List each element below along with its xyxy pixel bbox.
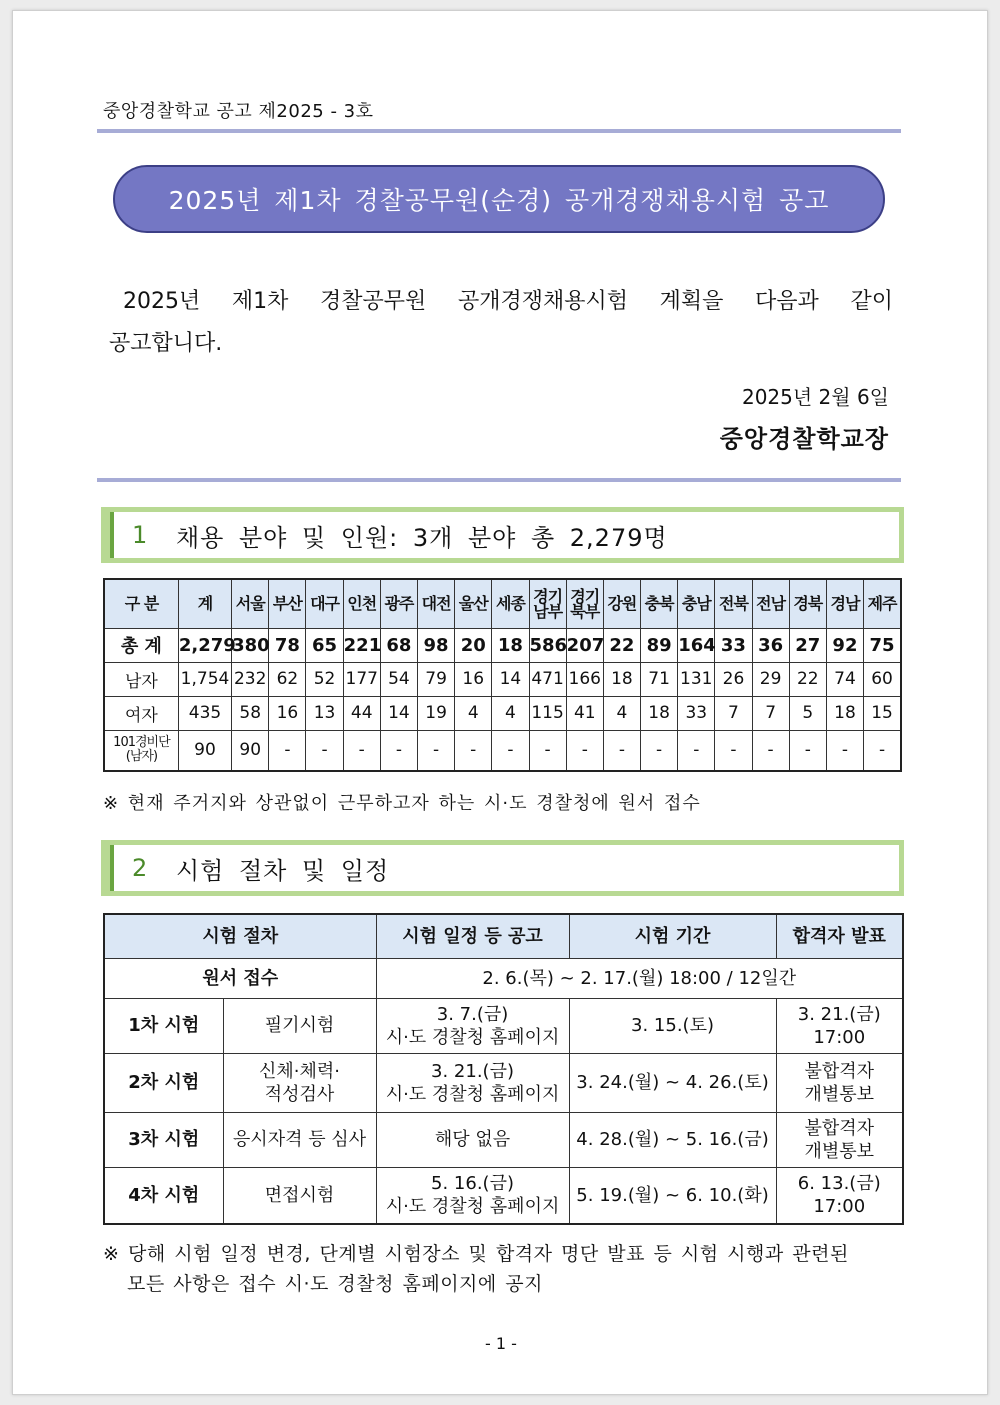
header-cell: 합격자 발표 — [776, 914, 903, 958]
table-cell: 19 — [417, 696, 454, 730]
table-cell: - — [380, 730, 417, 771]
exam-type: 신체·체력· 적성검사 — [223, 1053, 376, 1112]
header-cell: 전남 — [752, 579, 789, 628]
table-cell: 41 — [566, 696, 603, 730]
table-cell: - — [864, 730, 901, 771]
exam-step: 1차 시험 — [104, 998, 223, 1053]
exam-notice: 5. 16.(금) 시·도 경찰청 홈페이지 — [376, 1167, 569, 1224]
header-cell: 인천 — [343, 579, 380, 628]
exam-period: 4. 28.(월) ~ 5. 16.(금) — [569, 1112, 776, 1167]
table-row — [104, 696, 901, 730]
table-cell: 90 — [178, 730, 231, 771]
table-cell: 4 — [492, 696, 529, 730]
header-cell: 계 — [178, 579, 231, 628]
table-cell: 5 — [789, 696, 826, 730]
table-cell: 98 — [417, 628, 454, 662]
table-cell: - — [566, 730, 603, 771]
schedule-row — [104, 998, 903, 1053]
header-cell: 부산 — [269, 579, 306, 628]
table-cell: 22 — [789, 662, 826, 696]
table-cell: 7 — [752, 696, 789, 730]
table-cell: - — [492, 730, 529, 771]
issuer: 중앙경찰학교장 — [719, 425, 889, 453]
table-cell: - — [306, 730, 343, 771]
table-row — [104, 628, 901, 662]
table-cell: 54 — [380, 662, 417, 696]
intro-line-1 — [109, 281, 893, 323]
table-cell: 221 — [343, 628, 380, 662]
table-cell: 90 — [232, 730, 269, 771]
intro-word: 경찰공무원 — [320, 289, 427, 314]
header-cell: 경남 — [826, 579, 863, 628]
table-cell: 79 — [417, 662, 454, 696]
page-title: 2025년 제1차 경찰공무원(순경) 공개경쟁채용시험 공고 — [113, 165, 885, 233]
section-1-note: ※ 현재 주거지와 상관없이 근무하고자 하는 시·도 경찰청에 원서 접수 — [103, 793, 701, 814]
table-cell: - — [678, 730, 715, 771]
header-cell: 충북 — [641, 579, 678, 628]
exam-result: 불합격자 개별통보 — [776, 1053, 903, 1112]
exam-result: 6. 13.(금) 17:00 — [776, 1167, 903, 1224]
exam-step: 2차 시험 — [104, 1053, 223, 1112]
application-label: 원서 접수 — [104, 958, 376, 998]
header-cell: 시험 기간 — [569, 914, 776, 958]
section-2-note-line-1: ※ 당해 시험 일정 변경, 단계별 시험장소 및 합격자 명단 발표 등 시험 시행과 관련된 — [103, 1243, 849, 1265]
header-cell: 경기 남부 — [529, 579, 566, 628]
header-cell: 강원 — [603, 579, 640, 628]
schedule-row — [104, 1167, 903, 1224]
row-label: 101경비단 (남자) — [104, 730, 178, 771]
table-row — [104, 662, 901, 696]
table-cell: 71 — [641, 662, 678, 696]
table-cell: 44 — [343, 696, 380, 730]
header-cell: 경북 — [789, 579, 826, 628]
section-2-header — [101, 840, 904, 896]
table-cell: - — [455, 730, 492, 771]
table-cell: 29 — [752, 662, 789, 696]
table-cell: - — [826, 730, 863, 771]
intro-word: 다음과 — [755, 289, 819, 314]
header-cell: 광주 — [380, 579, 417, 628]
table-cell: 92 — [826, 628, 863, 662]
header-cell: 충남 — [678, 579, 715, 628]
table-cell: 1,754 — [178, 662, 231, 696]
table-cell: - — [269, 730, 306, 771]
table-cell: 89 — [641, 628, 678, 662]
document-page — [12, 10, 988, 1395]
exam-notice: 3. 21.(금) 시·도 경찰청 홈페이지 — [376, 1053, 569, 1112]
header-cell: 세종 — [492, 579, 529, 628]
table-cell: 131 — [678, 662, 715, 696]
exam-notice: 해당 없음 — [376, 1112, 569, 1167]
table-cell: 14 — [492, 662, 529, 696]
intro-word: 2025년 — [123, 289, 201, 314]
table-cell: 58 — [232, 696, 269, 730]
header-cell: 시험 절차 — [104, 914, 376, 958]
exam-type: 응시자격 등 심사 — [223, 1112, 376, 1167]
schedule-table — [103, 913, 904, 1225]
row-label: 총 계 — [104, 628, 178, 662]
intro-line-2: 공고합니다. — [109, 331, 223, 356]
table-cell: - — [343, 730, 380, 771]
header-cell: 시험 일정 등 공고 — [376, 914, 569, 958]
table-cell: 7 — [715, 696, 752, 730]
row-label: 여자 — [104, 696, 178, 730]
table-cell: 18 — [603, 662, 640, 696]
intro-word: 같이 — [850, 289, 893, 314]
row-label: 남자 — [104, 662, 178, 696]
table-cell: 4 — [603, 696, 640, 730]
schedule-row — [104, 1053, 903, 1112]
header-cell: 전북 — [715, 579, 752, 628]
table-cell: 52 — [306, 662, 343, 696]
intro-paragraph — [109, 281, 893, 365]
exam-step: 4차 시험 — [104, 1167, 223, 1224]
section-2-number: 2 — [132, 854, 148, 882]
section-2-note-line-2: 모든 사항은 접수 시·도 경찰청 홈페이지에 공지 — [127, 1273, 544, 1295]
exam-notice: 3. 7.(금) 시·도 경찰청 홈페이지 — [376, 998, 569, 1053]
page-number: - 1 - — [485, 1334, 517, 1353]
exam-period: 5. 19.(월) ~ 6. 10.(화) — [569, 1167, 776, 1224]
exam-type: 필기시험 — [223, 998, 376, 1053]
table-cell: 18 — [641, 696, 678, 730]
schedule-row — [104, 1112, 903, 1167]
exam-period: 3. 15.(토) — [569, 998, 776, 1053]
table-cell: 33 — [678, 696, 715, 730]
table-cell: 471 — [529, 662, 566, 696]
table-cell: 65 — [306, 628, 343, 662]
intro-word: 제1차 — [231, 289, 289, 314]
exam-result: 불합격자 개별통보 — [776, 1112, 903, 1167]
exam-period: 3. 24.(월) ~ 4. 26.(토) — [569, 1053, 776, 1112]
exam-type: 면접시험 — [223, 1167, 376, 1224]
top-rule — [97, 129, 901, 133]
table-cell: 177 — [343, 662, 380, 696]
table-cell: 26 — [715, 662, 752, 696]
table-cell: 13 — [306, 696, 343, 730]
table-cell: - — [715, 730, 752, 771]
notice-number: 중앙경찰학교 공고 제2025 - 3호 — [103, 101, 374, 122]
table-cell: 62 — [269, 662, 306, 696]
table-cell: - — [417, 730, 454, 771]
table-cell: 586 — [529, 628, 566, 662]
header-cell: 경기 북부 — [566, 579, 603, 628]
table-cell: 4 — [455, 696, 492, 730]
table-cell: 22 — [603, 628, 640, 662]
header-cell: 제주 — [864, 579, 901, 628]
table-cell: - — [603, 730, 640, 771]
table-header-row — [104, 579, 901, 628]
table-cell: 18 — [492, 628, 529, 662]
table-cell: 16 — [455, 662, 492, 696]
table-cell: 435 — [178, 696, 231, 730]
table-cell: - — [529, 730, 566, 771]
intro-word: 공개경쟁채용시험 — [457, 289, 628, 314]
section-1-number: 1 — [132, 521, 148, 549]
header-cell: 울산 — [455, 579, 492, 628]
exam-step: 3차 시험 — [104, 1112, 223, 1167]
table-cell: 380 — [232, 628, 269, 662]
table-cell: 33 — [715, 628, 752, 662]
table-cell: 207 — [566, 628, 603, 662]
section-2-note — [103, 1239, 903, 1299]
schedule-header-row — [104, 914, 903, 958]
section-1-title: 채용 분야 및 인원: 3개 분야 총 2,279명 — [176, 523, 668, 552]
table-cell: 78 — [269, 628, 306, 662]
table-cell: 16 — [269, 696, 306, 730]
exam-result: 3. 21.(금) 17:00 — [776, 998, 903, 1053]
table-cell: 14 — [380, 696, 417, 730]
header-cell: 서울 — [232, 579, 269, 628]
table-cell: 20 — [455, 628, 492, 662]
recruitment-table — [103, 578, 902, 772]
table-cell: - — [789, 730, 826, 771]
application-period: 2. 6.(목) ~ 2. 17.(월) 18:00 / 12일간 — [376, 958, 903, 998]
table-cell: 27 — [789, 628, 826, 662]
table-cell: 166 — [566, 662, 603, 696]
header-cell: 구 분 — [104, 579, 178, 628]
table-cell: 2,279 — [178, 628, 231, 662]
table-cell: 15 — [864, 696, 901, 730]
announcement-date: 2025년 2월 6일 — [741, 385, 889, 409]
table-cell: - — [752, 730, 789, 771]
table-cell: - — [641, 730, 678, 771]
table-cell: 18 — [826, 696, 863, 730]
table-cell: 75 — [864, 628, 901, 662]
table-cell: 115 — [529, 696, 566, 730]
table-cell: 232 — [232, 662, 269, 696]
header-cell: 대구 — [306, 579, 343, 628]
middle-rule — [97, 478, 901, 482]
application-row — [104, 958, 903, 998]
section-2-title: 시험 절차 및 일정 — [176, 856, 390, 885]
table-cell: 36 — [752, 628, 789, 662]
table-cell: 164 — [678, 628, 715, 662]
intro-word: 계획을 — [659, 289, 724, 314]
header-cell: 대전 — [417, 579, 454, 628]
table-cell: 68 — [380, 628, 417, 662]
table-row — [104, 730, 901, 771]
table-cell: 74 — [826, 662, 863, 696]
section-1-header — [101, 507, 904, 563]
table-cell: 60 — [864, 662, 901, 696]
